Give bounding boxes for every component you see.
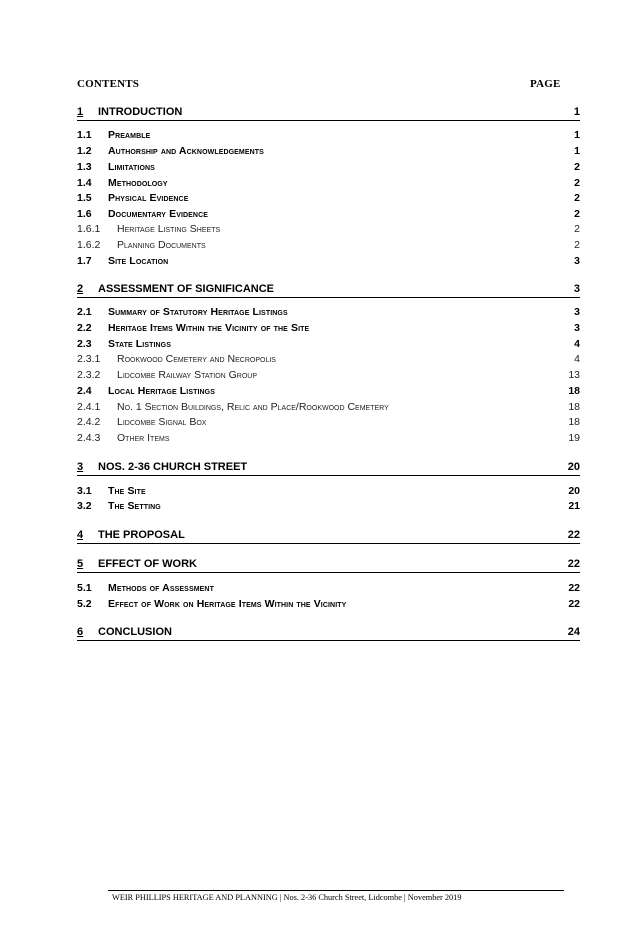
toc-entry-title: Heritage Items Within the Vicinity of the Site	[108, 322, 310, 334]
toc-entry-title: ASSESSMENT OF SIGNIFICANCE	[98, 283, 275, 295]
toc-entry-number: 2.3	[77, 338, 92, 350]
toc-entry-page: 3	[574, 306, 580, 318]
page-footer: WEIR PHILLIPS HERITAGE AND PLANNING | Nos. 2-36 Church Street, Lidcombe | November 2019	[112, 893, 462, 902]
toc-entry-number: 1.7	[77, 255, 92, 267]
toc-entry[interactable]	[77, 384, 580, 398]
toc-entry-number: 1.1	[77, 129, 92, 141]
toc-entry-title: CONCLUSION	[98, 626, 172, 638]
toc-entry[interactable]	[77, 207, 580, 221]
toc-entry-title: EFFECT OF WORK	[98, 558, 197, 570]
toc-entry[interactable]	[77, 305, 580, 319]
toc-entry-title: Lidcombe Signal Box	[117, 416, 207, 428]
toc-entry[interactable]	[77, 160, 580, 174]
toc-entry[interactable]	[77, 321, 580, 335]
toc-entry-page: 2	[574, 192, 580, 204]
toc-entry-number: 3.1	[77, 485, 92, 497]
toc-entry-title: The Setting	[108, 500, 161, 512]
toc-entry-title: Preamble	[108, 129, 151, 141]
toc-entry-page: 22	[568, 582, 580, 594]
toc-entry-number: 2.3.2	[77, 369, 101, 381]
toc-entry[interactable]	[77, 352, 580, 366]
toc-entry-number: 1.3	[77, 161, 92, 173]
toc-entry[interactable]	[77, 238, 580, 252]
toc-entry-page: 2	[574, 223, 580, 235]
toc-entry-number: 5	[77, 558, 84, 570]
toc-entry-page: 1	[573, 106, 580, 118]
toc-entry-page: 21	[568, 500, 580, 512]
toc-entry-title: Methodology	[108, 177, 168, 189]
toc-entry-number: 5.2	[77, 598, 92, 610]
toc-entry[interactable]	[77, 461, 580, 476]
toc-entry-page: 22	[568, 598, 580, 610]
toc-entry-title: Effect of Work on Heritage Items Within the Vicinity	[108, 598, 347, 610]
toc-entry-number: 2.3.1	[77, 353, 101, 365]
toc-entry-page: 2	[574, 177, 580, 189]
toc-entry-number: 2.4.2	[77, 416, 101, 428]
toc-entry-title: NOS. 2-36 CHURCH STREET	[98, 461, 248, 473]
toc-entry-title: State Listings	[108, 338, 171, 350]
toc-entry[interactable]	[77, 337, 580, 351]
toc-entry-page: 2	[574, 239, 580, 251]
toc-entry-title: Local Heritage Listings	[108, 385, 215, 397]
toc-entry-title: Authorship and Acknowledgements	[108, 145, 264, 157]
toc-entry[interactable]	[77, 191, 580, 205]
toc-entry-number: 1.5	[77, 192, 92, 204]
toc-entry-number: 2.2	[77, 322, 92, 334]
toc-entry-page: 18	[568, 401, 580, 413]
toc-entry-title: Heritage Listing Sheets	[117, 223, 221, 235]
toc-entry[interactable]	[77, 484, 580, 498]
toc-entry-page: 19	[568, 432, 580, 444]
toc-entry-title: THE PROPOSAL	[98, 529, 185, 541]
toc-entry[interactable]	[77, 368, 580, 382]
toc-entry[interactable]	[77, 597, 580, 611]
toc-entry-number: 2	[77, 283, 84, 295]
toc-entry-number: 3.2	[77, 500, 92, 512]
toc-entry-page: 20	[567, 461, 580, 473]
toc-entry[interactable]	[77, 128, 580, 142]
toc-entry-number: 2.4.3	[77, 432, 101, 444]
toc-entry-number: 2.1	[77, 306, 92, 318]
toc-entry-page: 20	[568, 485, 580, 497]
toc-entry-title: Site Location	[108, 255, 169, 267]
toc-entry[interactable]	[77, 400, 580, 414]
footer-divider	[108, 890, 564, 891]
toc-entry-number: 4	[77, 529, 84, 541]
toc-entry-title: Methods of Assessment	[108, 582, 214, 594]
toc-entry[interactable]	[77, 529, 580, 544]
toc-entry-title: No. 1 Section Buildings, Relic and Place/Rookwood Cemetery	[117, 401, 389, 413]
toc-entry-page: 24	[567, 626, 580, 638]
toc-entry-title: The Site	[108, 485, 146, 497]
contents-heading: CONTENTS	[77, 78, 140, 90]
toc-entry-number: 2.4.1	[77, 401, 101, 413]
toc-entry-title: Rookwood Cemetery and Necropolis	[117, 353, 276, 365]
toc-entry-page: 3	[574, 322, 580, 334]
toc-entry-number: 1.6.1	[77, 223, 101, 235]
toc-entry-title: INTRODUCTION	[98, 106, 183, 118]
toc-entry-number: 5.1	[77, 582, 92, 594]
toc-entry-title: Planning Documents	[117, 239, 206, 251]
toc-entry-page: 22	[567, 529, 580, 541]
toc-entry[interactable]	[77, 144, 580, 158]
page-column-heading: PAGE	[530, 78, 561, 90]
toc-entry-number: 2.4	[77, 385, 92, 397]
toc-entry-number: 1.2	[77, 145, 92, 157]
toc-entry[interactable]	[77, 283, 580, 298]
toc-entry-page: 13	[568, 369, 580, 381]
toc-entry-number: 1.4	[77, 177, 92, 189]
toc-entry-page: 4	[574, 353, 580, 365]
toc-entry-page: 4	[574, 338, 580, 350]
toc-entry[interactable]	[77, 415, 580, 429]
toc-entry-page: 1	[574, 145, 580, 157]
toc-entry-number: 6	[77, 626, 84, 638]
toc-entry-page: 2	[574, 161, 580, 173]
toc-entry-number: 1.6.2	[77, 239, 101, 251]
toc-entry[interactable]	[77, 499, 580, 513]
toc-entry-title: Documentary Evidence	[108, 208, 209, 220]
toc-entry-page: 2	[574, 208, 580, 220]
toc-entry-page: 1	[574, 129, 580, 141]
toc-entry-page: 18	[568, 416, 580, 428]
toc-entry[interactable]	[77, 431, 580, 445]
toc-entry-page: 3	[574, 255, 580, 267]
toc-entry-title: Summary of Statutory Heritage Listings	[108, 306, 288, 318]
toc-entry[interactable]	[77, 176, 580, 190]
toc-entry-number: 1	[77, 106, 84, 118]
toc-entry[interactable]	[77, 254, 580, 268]
toc-entry-title: Limitations	[108, 161, 155, 173]
toc-entry-title: Physical Evidence	[108, 192, 189, 204]
toc-entry-number: 3	[77, 461, 84, 473]
toc-entry-title: Lidcombe Railway Station Group	[117, 369, 258, 381]
toc-entry-page: 18	[568, 385, 580, 397]
toc-entry-page: 22	[567, 558, 580, 570]
toc-entry-number: 1.6	[77, 208, 92, 220]
toc-entry[interactable]	[77, 106, 580, 121]
toc-entry-title: Other Items	[117, 432, 170, 444]
toc-entry[interactable]	[77, 626, 580, 641]
toc-entry[interactable]	[77, 558, 580, 573]
toc-entry-page: 3	[573, 283, 580, 295]
toc-entry[interactable]	[77, 581, 580, 595]
toc-entry[interactable]	[77, 222, 580, 236]
